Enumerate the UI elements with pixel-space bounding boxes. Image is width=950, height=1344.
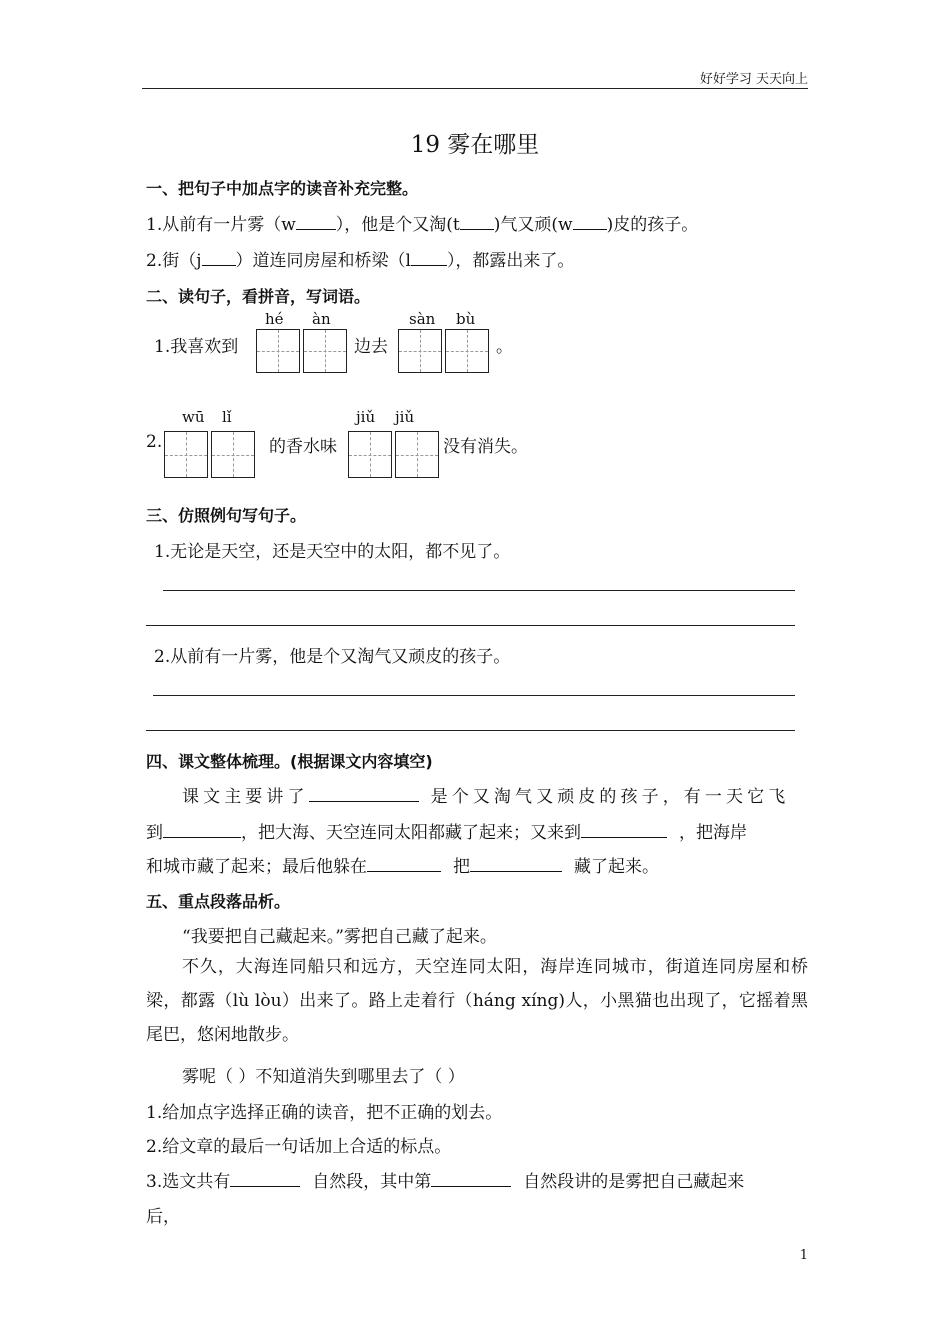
page-title: 19 雾在哪里: [410, 132, 540, 158]
header-slogan: 好好学习 天天向上: [699, 72, 808, 87]
s3-example-2: 2.从前有一片雾，他是个又淘气又顽皮的孩子。: [154, 647, 511, 667]
s5-q3-blank-1[interactable]: [230, 1169, 300, 1187]
s1-q1-text-b: ），他是个又淘(t: [335, 215, 460, 235]
s2-q2-pinyin-4: jiǔ: [395, 408, 415, 426]
s5-paragraph-3: 雾呢（ ）不知道消失到哪里去了（ ）: [182, 1067, 465, 1087]
s2-q2-suffix: 没有消失。: [443, 437, 528, 457]
s5-question-2: 2.给文章的最后一句话加上合适的标点。: [146, 1137, 452, 1157]
s4-blank-2[interactable]: [163, 820, 241, 838]
s2-q2-write-box-1[interactable]: [164, 431, 208, 478]
s5-q3-text-b: 自然段，其中第: [312, 1172, 432, 1192]
s4-l3-text-c: 藏了起来。: [574, 857, 659, 877]
s2-q2-middle: 的香水味: [269, 437, 337, 457]
s2-q2-write-box-3[interactable]: [348, 431, 392, 478]
s1-q1-blank-3[interactable]: [573, 212, 607, 230]
s2-q2-write-box-4[interactable]: [395, 431, 439, 478]
s3-answer-line-4[interactable]: [146, 730, 795, 731]
s5-q3-text-a: 3.选文共有: [146, 1172, 231, 1192]
s2-q1-write-box-1[interactable]: [256, 329, 300, 373]
s4-l3-text-a: 和城市藏了起来；最后他躲在: [146, 857, 367, 877]
s5-question-3: [146, 1167, 744, 1192]
s1-q2-text-a: 2.街（j: [146, 251, 202, 271]
header-divider: [142, 88, 808, 89]
s4-blank-4[interactable]: [367, 854, 441, 872]
s2-q2-pinyin-1: wū: [182, 408, 205, 426]
s1-q1-blank-1[interactable]: [296, 212, 336, 230]
section-4-heading: 四、课文整体梳理。(根据课文内容填空): [146, 752, 433, 771]
s5-question-3-cont: 后，: [146, 1207, 180, 1227]
s1-q1-text-a: 1.从前有一片雾（w: [146, 215, 296, 235]
s4-l3-text-b: 把: [453, 857, 470, 877]
s2-q1-prefix: 1.我喜欢到: [154, 337, 239, 357]
s2-q1-suffix: 。: [496, 337, 513, 357]
s4-line-3: [146, 852, 659, 877]
s2-q1-write-box-2[interactable]: [303, 329, 347, 373]
s1-q1-text-c: )气又顽(w: [493, 215, 573, 235]
s2-q2-pinyin-2: lǐ: [222, 408, 232, 426]
s2-q2-pinyin-3: jiǔ: [356, 408, 376, 426]
s4-l2-text-c: ，把海岸: [679, 823, 747, 843]
s2-q1-pinyin-1: hé: [265, 310, 284, 328]
s1-q2-text-b: ）道连同房屋和桥梁（l: [235, 251, 411, 271]
s3-answer-line-2[interactable]: [146, 625, 795, 626]
s4-l1-text-a: 课文主要讲了: [182, 787, 309, 807]
s5-question-1: 1.给加点字选择正确的读音，把不正确的划去。: [146, 1103, 503, 1123]
s4-l2-text-a: 到: [146, 823, 163, 843]
s1-q2-blank-1[interactable]: [202, 248, 236, 266]
s2-q1-pinyin-4: bù: [456, 310, 476, 328]
s4-line-2: [146, 818, 747, 843]
s2-q1-write-box-3[interactable]: [398, 329, 442, 373]
section-1-heading: 一、把句子中加点字的读音补充完整。: [146, 179, 419, 198]
s4-blank-5[interactable]: [470, 854, 562, 872]
s3-answer-line-1[interactable]: [163, 590, 795, 591]
s4-l1-text-b: 是个又淘气又顽皮的孩子，有一天它飞: [430, 787, 790, 807]
s4-line-1: [182, 782, 789, 807]
s4-l2-text-b: ，把大海、天空连同太阳都藏了起来；又来到: [241, 823, 581, 843]
s5-paragraph-2: 不久，大海连同船只和远方，天空连同太阳，海岸连同城市，街道连同房屋和桥梁，都露（lù lòu）出来了。路上走着行（háng xíng)人，小黑猫也出现了，它摇着黑尾巴，悠闲地散步。: [146, 957, 808, 1045]
section-2-heading: 二、读句子，看拼音，写词语。: [146, 287, 371, 306]
s4-blank-1[interactable]: [309, 784, 419, 802]
s2-q2-write-box-2[interactable]: [211, 431, 255, 478]
s3-example-1: 1.无论是天空，还是天空中的太阳，都不见了。: [154, 542, 511, 562]
s5-q3-text-c: 自然段讲的是雾把自己藏起来: [523, 1172, 745, 1192]
s2-q1-middle: 边去: [354, 337, 388, 357]
page-number: 1: [799, 1248, 808, 1263]
s1-q1-blank-2[interactable]: [460, 212, 494, 230]
section-3-heading: 三、仿照例句写句子。: [146, 506, 307, 525]
s1-q2-text-c: ），都露出来了。: [446, 251, 575, 271]
s2-q1-pinyin-3: sàn: [409, 310, 436, 328]
s1-q2-blank-2[interactable]: [411, 248, 447, 266]
s1-q1-text-d: )皮的孩子。: [606, 215, 699, 235]
s2-q2-prefix: 2.: [146, 432, 163, 452]
s2-q1-pinyin-2: àn: [312, 310, 331, 328]
s1-question-2: [146, 246, 574, 271]
s3-answer-line-3[interactable]: [153, 695, 795, 696]
s2-q1-write-box-4[interactable]: [445, 329, 489, 373]
s4-blank-3[interactable]: [581, 820, 667, 838]
section-5-heading: 五、重点段落品析。: [146, 892, 291, 911]
s5-q3-blank-2[interactable]: [431, 1169, 511, 1187]
s1-question-1: [146, 210, 698, 235]
s5-paragraph-1: “我要把自己藏起来。”雾把自己藏了起来。: [182, 927, 497, 947]
